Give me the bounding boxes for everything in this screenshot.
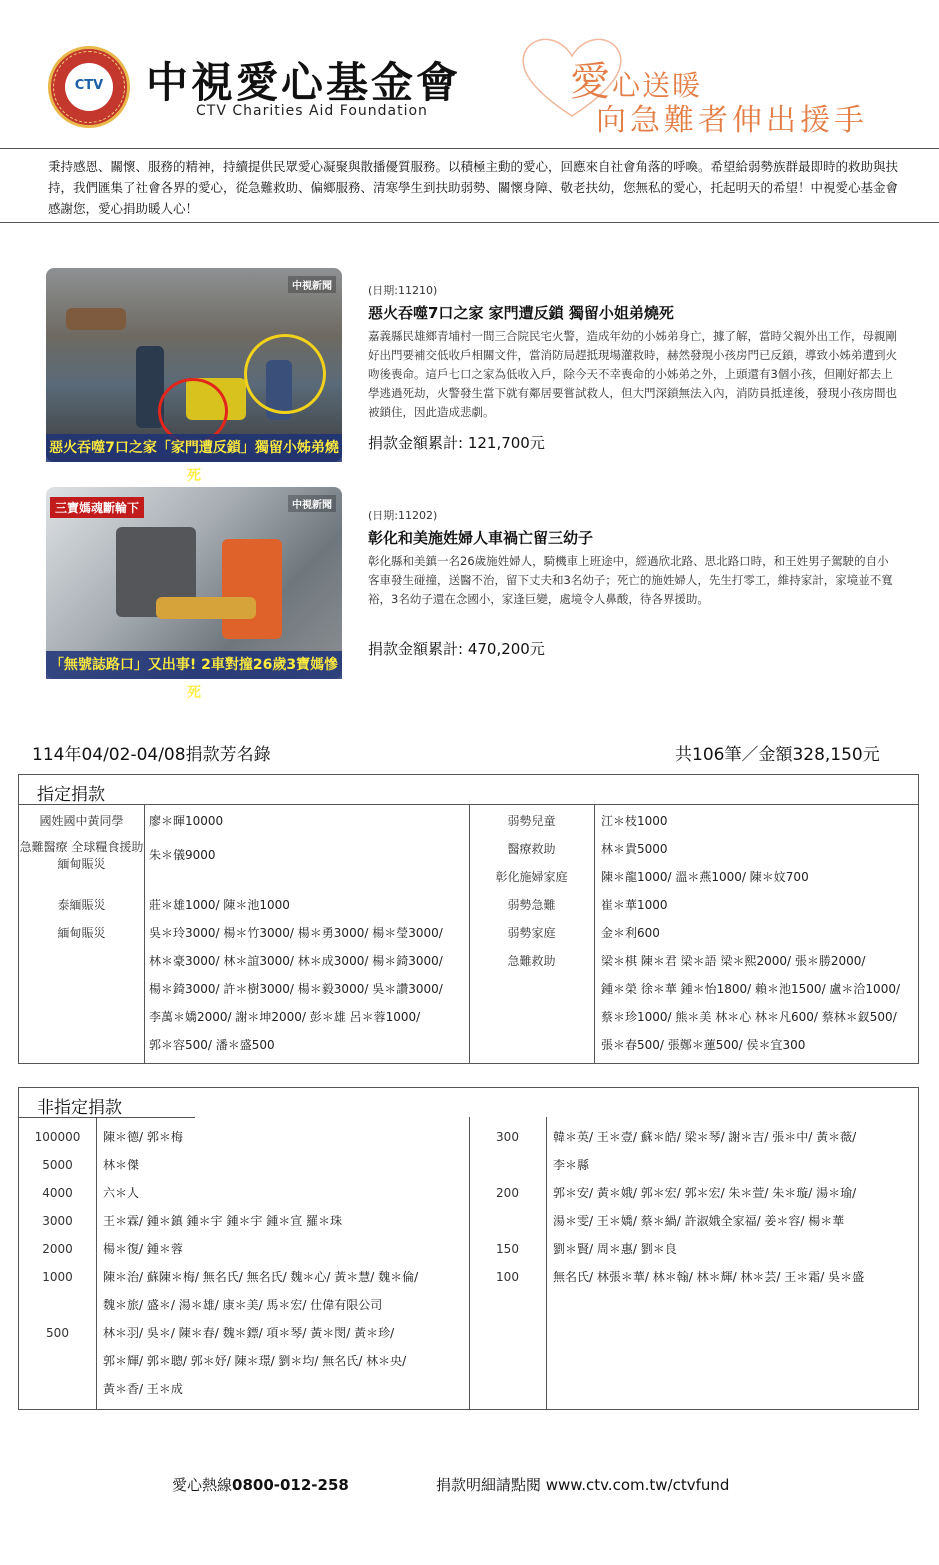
- donor-line: 林＊羽/ 吳＊/ 陳＊春/ 魏＊鏢/ 項＊琴/ 黃＊閔/ 黃＊珍/: [103, 1326, 395, 1340]
- donor-category: 100000: [34, 1130, 81, 1144]
- donor-line: 江＊枝1000: [601, 814, 668, 828]
- donor-names: [103, 1207, 342, 1235]
- donor-category: 1000: [42, 1270, 73, 1284]
- donor-category: 弱勢急難: [507, 898, 556, 912]
- donor-line: 六＊人: [103, 1186, 140, 1200]
- donor-names: [601, 863, 809, 891]
- donor-category: 4000: [42, 1186, 73, 1200]
- donor-names: [149, 807, 223, 835]
- hotline-number: 0800-012-258: [232, 1476, 349, 1494]
- news-title: 惡火吞噬7口之家 家門遭反鎖 獨留小姐弟燒死: [368, 304, 674, 322]
- news-date: (日期:11202): [368, 509, 438, 522]
- news-amount: 捐款金額累計: 470,200元: [368, 640, 545, 658]
- donor-category: 500: [46, 1326, 69, 1340]
- divider: [0, 148, 939, 149]
- list-title: 114年04/02-04/08捐款芳名錄: [32, 745, 271, 765]
- news-body: 嘉義縣民雄鄉青埔村一間三合院民宅火警，造成年幼的小姊弟身亡，據了解，當時父親外出工作，母親剛好出門要補交低收戶相關文件，當消防局趕抵現場灌救時，赫然發現小孩房門已反鎖，導致小姊弟遭到火吻後喪命。這戶七口之家為低收入戶，除今天不幸喪命的小姊弟之外，上頭還有3個小孩，但剛好都去上學逃過死劫，火警發生當下就有鄰居要嘗試救人，但大門深鎖無法入內，消防員抵達後，發現小孩房間也被鎖住，因此造成悲劇。: [368, 329, 897, 419]
- donor-category: 弱勢家庭: [507, 926, 556, 940]
- designated-heading: 指定捐款: [37, 785, 105, 805]
- donor-line: 陳＊德/ 郭＊梅: [103, 1130, 183, 1144]
- donor-category: 急難醫療 全球糧食援助 緬甸賑災: [19, 840, 144, 871]
- donor-line: 郭＊安/ 黃＊娥/ 郭＊宏/ 郭＊宏/ 朱＊萱/ 朱＊璇/ 湯＊瑜/: [553, 1186, 857, 1200]
- donor-names: [149, 891, 290, 919]
- donor-names: [149, 919, 443, 1059]
- donor-names: [103, 1123, 183, 1151]
- donor-names: [103, 1319, 406, 1403]
- donor-category: 緬甸賑災: [57, 926, 106, 940]
- donor-names: [601, 807, 668, 835]
- donor-line: 莊＊雄1000/ 陳＊池1000: [149, 898, 290, 912]
- donor-names: [553, 1123, 856, 1179]
- designated-table: [18, 774, 919, 1064]
- donor-line: 李萬＊嬌2000/ 謝＊坤2000/ 彭＊雄 呂＊蓉1000/: [149, 1010, 421, 1024]
- undesignated-table: [18, 1087, 919, 1410]
- news-photo: [46, 268, 342, 484]
- donor-names: [149, 841, 216, 869]
- donor-line: 陳＊治/ 蘇陳＊梅/ 無名氏/ 無名氏/ 魏＊心/ 黃＊慧/ 魏＊倫/: [103, 1270, 419, 1284]
- donor-line: 蔡＊珍1000/ 熊＊美 林＊心 林＊凡600/ 蔡林＊釵500/: [601, 1010, 897, 1024]
- divider: [0, 222, 939, 223]
- donor-category: 3000: [42, 1214, 73, 1228]
- donor-line: 郭＊輝/ 郭＊聰/ 郭＊妤/ 陳＊璟/ 劉＊均/ 無名氏/ 林＊央/: [103, 1354, 407, 1368]
- donor-line: 崔＊華1000: [601, 898, 668, 912]
- donor-line: 魏＊旅/ 盛＊/ 湯＊雄/ 康＊美/ 馬＊宏/ 仕偉有限公司: [103, 1298, 383, 1312]
- logo-text: CTV: [74, 78, 104, 93]
- donor-line: 梁＊棋 陳＊君 梁＊語 梁＊熙2000/ 張＊勝2000/: [601, 954, 866, 968]
- foundation-logo: [48, 46, 130, 128]
- donor-line: 鍾＊榮 徐＊華 鍾＊怡1800/ 賴＊池1500/ 盧＊洽1000/: [601, 982, 901, 996]
- donor-category: 醫療救助: [507, 842, 556, 856]
- donor-category: 300: [496, 1130, 519, 1144]
- donor-line: 郭＊容500/ 潘＊盛500: [149, 1038, 275, 1052]
- list-total: 共106筆／金額328,150元: [675, 745, 880, 765]
- donor-line: 劉＊賢/ 周＊惠/ 劉＊良: [553, 1242, 677, 1256]
- undesignated-heading: 非指定捐款: [37, 1098, 122, 1118]
- donor-line: 楊＊錡3000/ 許＊樹3000/ 楊＊毅3000/ 吳＊讚3000/: [149, 982, 443, 996]
- donor-category: 弱勢兒童: [507, 814, 556, 828]
- donor-names: [601, 919, 660, 947]
- donor-line: 楊＊復/ 鍾＊蓉: [103, 1242, 183, 1256]
- detail-link[interactable]: 捐款明細請點閱 www.ctv.com.tw/ctvfund: [436, 1476, 730, 1494]
- donor-names: [103, 1235, 183, 1263]
- donor-line: 林＊傑: [103, 1158, 140, 1172]
- donor-line: 林＊豪3000/ 林＊誼3000/ 林＊成3000/ 楊＊錡3000/: [149, 954, 443, 968]
- donor-names: [103, 1179, 139, 1207]
- news-watermark: 中視新聞: [288, 276, 336, 293]
- donor-line: 湯＊雯/ 王＊嬌/ 蔡＊緺/ 許淑娥全家福/ 姜＊容/ 楊＊華: [553, 1214, 845, 1228]
- donor-category: 急難救助: [507, 954, 556, 968]
- news-title: 彰化和美施姓婦人車禍亡留三幼子: [368, 529, 594, 547]
- news-amount: 捐款金額累計: 121,700元: [368, 434, 545, 452]
- donor-names: [601, 835, 668, 863]
- donor-line: 黃＊香/ 王＊成: [103, 1382, 183, 1396]
- donor-category: 100: [496, 1270, 519, 1284]
- news-photo: [46, 487, 342, 701]
- donor-line: 吳＊玲3000/ 楊＊竹3000/ 楊＊勇3000/ 楊＊瑩3000/: [149, 926, 443, 940]
- donor-names: [553, 1179, 856, 1235]
- donor-names: [103, 1151, 139, 1179]
- donor-names: [103, 1263, 418, 1319]
- donor-names: [553, 1263, 864, 1291]
- hotline-label: 愛心熱線: [172, 1476, 233, 1494]
- donor-line: 金＊利600: [601, 926, 660, 940]
- news-body: 彰化縣和美鎮一名26歲施姓婦人，騎機車上班途中，經過欣北路、思北路口時，和王姓男子駕駛的自小客車發生碰撞，送醫不治，留下丈夫和3名幼子；死亡的施姓婦人，先生打零工，維持家計，家境並不寬裕，3名幼子還在念國小，家逢巨變，處境令人鼻酸，待各界援助。: [368, 554, 893, 606]
- news-date: (日期:11210): [368, 284, 438, 297]
- news-caption: 「無號誌路口」又出事! 2車對撞26歲3寶媽慘死: [46, 651, 342, 679]
- donor-category: 國姓國中黃同學: [39, 814, 124, 828]
- donor-category: 200: [496, 1186, 519, 1200]
- donor-line: 張＊春500/ 張鄭＊蓮500/ 侯＊宜300: [601, 1038, 806, 1052]
- intro-text: 秉持感恩、關懷、服務的精神，持續提供民眾愛心凝聚與散播優質服務。以積極主動的愛心，回應來自社會角落的呼喚。希望給弱勢族群最即時的救助與扶持，我們匯集了社會各界的愛心，從急難救助、偏鄉服務、清寒學生到扶助弱勢、關懷身障、敬老扶幼，您無私的愛心，托起明天的希望！中視愛心基金會感謝您，愛心捐助暖人心！: [48, 159, 899, 216]
- donor-names: [601, 891, 668, 919]
- slogan-line2: 向急難者伸出援手: [596, 103, 868, 138]
- donor-category: 150: [496, 1242, 519, 1256]
- org-name-zh: 中視愛心基金會: [146, 58, 462, 107]
- donor-line: 朱＊儀9000: [149, 848, 216, 862]
- hotline: [172, 1474, 349, 1495]
- donor-category: 彰化施婦家庭: [495, 870, 568, 884]
- news-caption: 惡火吞噬7口之家「家門遭反鎖」獨留小姊弟燒死: [46, 434, 342, 462]
- slogan-line1: 愛心送暖: [570, 59, 703, 105]
- org-name-en: CTV Charities Aid Foundation: [196, 103, 428, 119]
- donor-line: 林＊貴5000: [601, 842, 668, 856]
- donor-line: 李＊縣: [553, 1158, 590, 1172]
- news-tag: 三寶媽魂斷輪下: [50, 497, 144, 518]
- donor-line: 無名氏/ 林張＊華/ 林＊翰/ 林＊輝/ 林＊芸/ 王＊霜/ 吳＊盛: [553, 1270, 865, 1284]
- donor-line: 韓＊英/ 王＊壹/ 蘇＊皓/ 梁＊琴/ 謝＊吉/ 張＊中/ 黃＊薇/: [553, 1130, 857, 1144]
- donor-line: 廖＊暉10000: [149, 814, 224, 828]
- news-watermark: 中視新聞: [288, 495, 336, 512]
- donor-category: 2000: [42, 1242, 73, 1256]
- donor-names: [601, 947, 900, 1059]
- donor-category: 5000: [42, 1158, 73, 1172]
- donor-names: [553, 1235, 677, 1263]
- donor-line: 陳＊龍1000/ 溫＊燕1000/ 陳＊妏700: [601, 870, 809, 884]
- donor-category: 泰緬賑災: [57, 898, 106, 912]
- donor-line: 王＊霖/ 鍾＊鎮 鍾＊宇 鍾＊宇 鍾＊宣 羅＊珠: [103, 1214, 343, 1228]
